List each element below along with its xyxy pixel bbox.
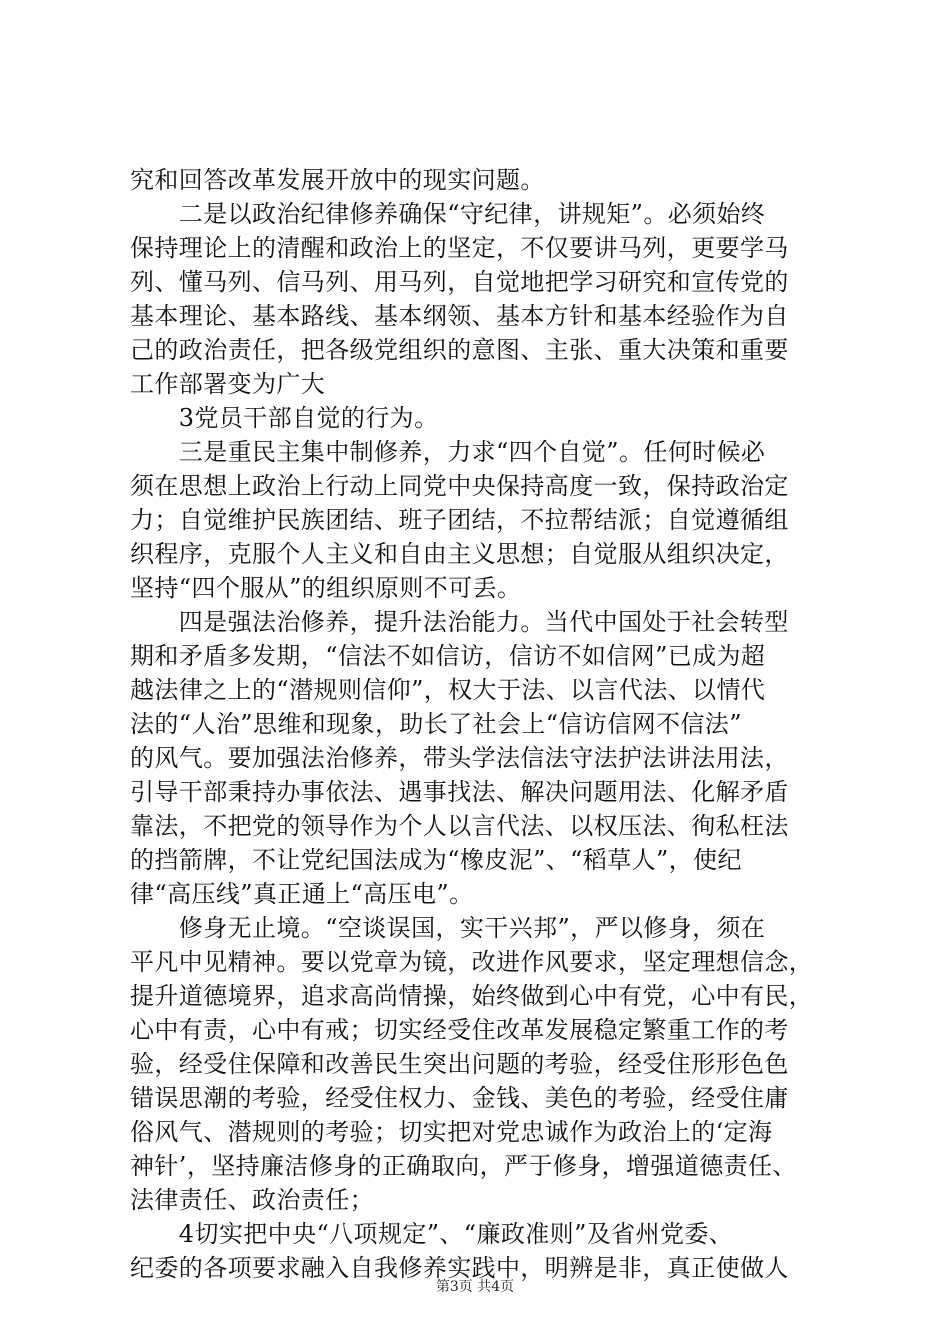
text-line: 法律责任、政治责任；	[130, 1186, 374, 1214]
text-line: 四是强法治修养，提升法治能力。当代中国处于社会转型	[130, 608, 789, 636]
text-line: 引导干部秉持办事依法、遇事找法、解决问题用法、化解矛盾	[130, 778, 789, 806]
text-line: 靠法，不把党的领导作为个人以言代法、以权压法、徇私枉法	[130, 812, 789, 840]
text-line: 究和回答改革发展开放中的现实问题。	[130, 166, 545, 194]
text-line: 基本理论、基本路线、基本纲领、基本方针和基本经验作为自	[130, 302, 789, 330]
text-line: 神针’，坚持廉洁修身的正确取向，严于修身，增强道德责任、	[130, 1152, 797, 1180]
text-line: 纪委的各项要求融入自我修养实践中，明辨是非，真正使做人	[130, 1254, 789, 1282]
text-line: 错误思潮的考验，经受住权力、金钱、美色的考验，经受住庸	[130, 1084, 789, 1112]
text-line: 心中有责，心中有戒；切实经受住改革发展稳定繁重工作的考	[130, 1016, 789, 1044]
text-line: 三是重民主集中制修养，力求“四个自觉”。任何时候必	[130, 438, 766, 466]
text-line: 己的政治责任，把各级党组织的意图、主张、重大决策和重要	[130, 336, 789, 364]
text-line: 俗风气、潜规则的考验；切实把对党忠诚作为政治上的‘定海	[130, 1118, 773, 1146]
text-line: 越法律之上的“潜规则信仰”，权大于法、以言代法、以情代	[130, 676, 766, 704]
text-line: 的挡箭牌，不让党纪国法成为“橡皮泥”、“稻草人”，使纪	[130, 846, 742, 874]
text-line: 4切实把中央“八项规定”、“廉政准则”及省州党委、	[130, 1220, 734, 1248]
text-line: 验，经受住保障和改善民生突出问题的考验，经受住形形色色	[130, 1050, 789, 1078]
text-line: 须在思想上政治上行动上同党中央保持高度一致，保持政治定	[130, 472, 789, 500]
text-line: 平凡中见精神。要以党章为镜，改进作风要求，坚定理想信念，	[130, 948, 814, 976]
text-line: 二是以政治纪律修养确保“守纪律，讲规矩”。必须始终	[130, 200, 766, 228]
text-line: 坚持“四个服从”的组织原则不可丢。	[130, 574, 522, 602]
text-line: 的风气。要加强法治修养，带头学法信法守法护法讲法用法，	[130, 744, 789, 772]
text-line: 列、懂马列、信马列、用马列，自觉地把学习研究和宣传党的	[130, 268, 789, 296]
text-line: 修身无止境。“空谈误国，实干兴邦”，严以修身，须在	[130, 914, 766, 942]
text-line: 3党员干部自觉的行为。	[130, 404, 439, 432]
page-number-footer: 第3页 共4页	[435, 1279, 515, 1295]
text-line: 保持理论上的清醒和政治上的坚定，不仅要讲马列，更要学马	[130, 234, 789, 262]
text-line: 法的“人治”思维和现象，助长了社会上“信访信网不信法”	[130, 710, 742, 738]
text-line: 期和矛盾多发期，“信法不如信访，信访不如信网”已成为超	[130, 642, 766, 670]
text-line: 工作部署变为广大	[130, 370, 326, 398]
text-line: 律“高压线”真正通上“高压电”。	[130, 880, 474, 908]
text-line: 织程序，克服个人主义和自由主义思想；自觉服从组织决定，	[130, 540, 789, 568]
text-line: 力；自觉维护民族团结、班子团结，不拉帮结派；自觉遵循组	[130, 506, 789, 534]
text-line: 提升道德境界，追求高尚情操，始终做到心中有党，心中有民，	[130, 982, 814, 1010]
